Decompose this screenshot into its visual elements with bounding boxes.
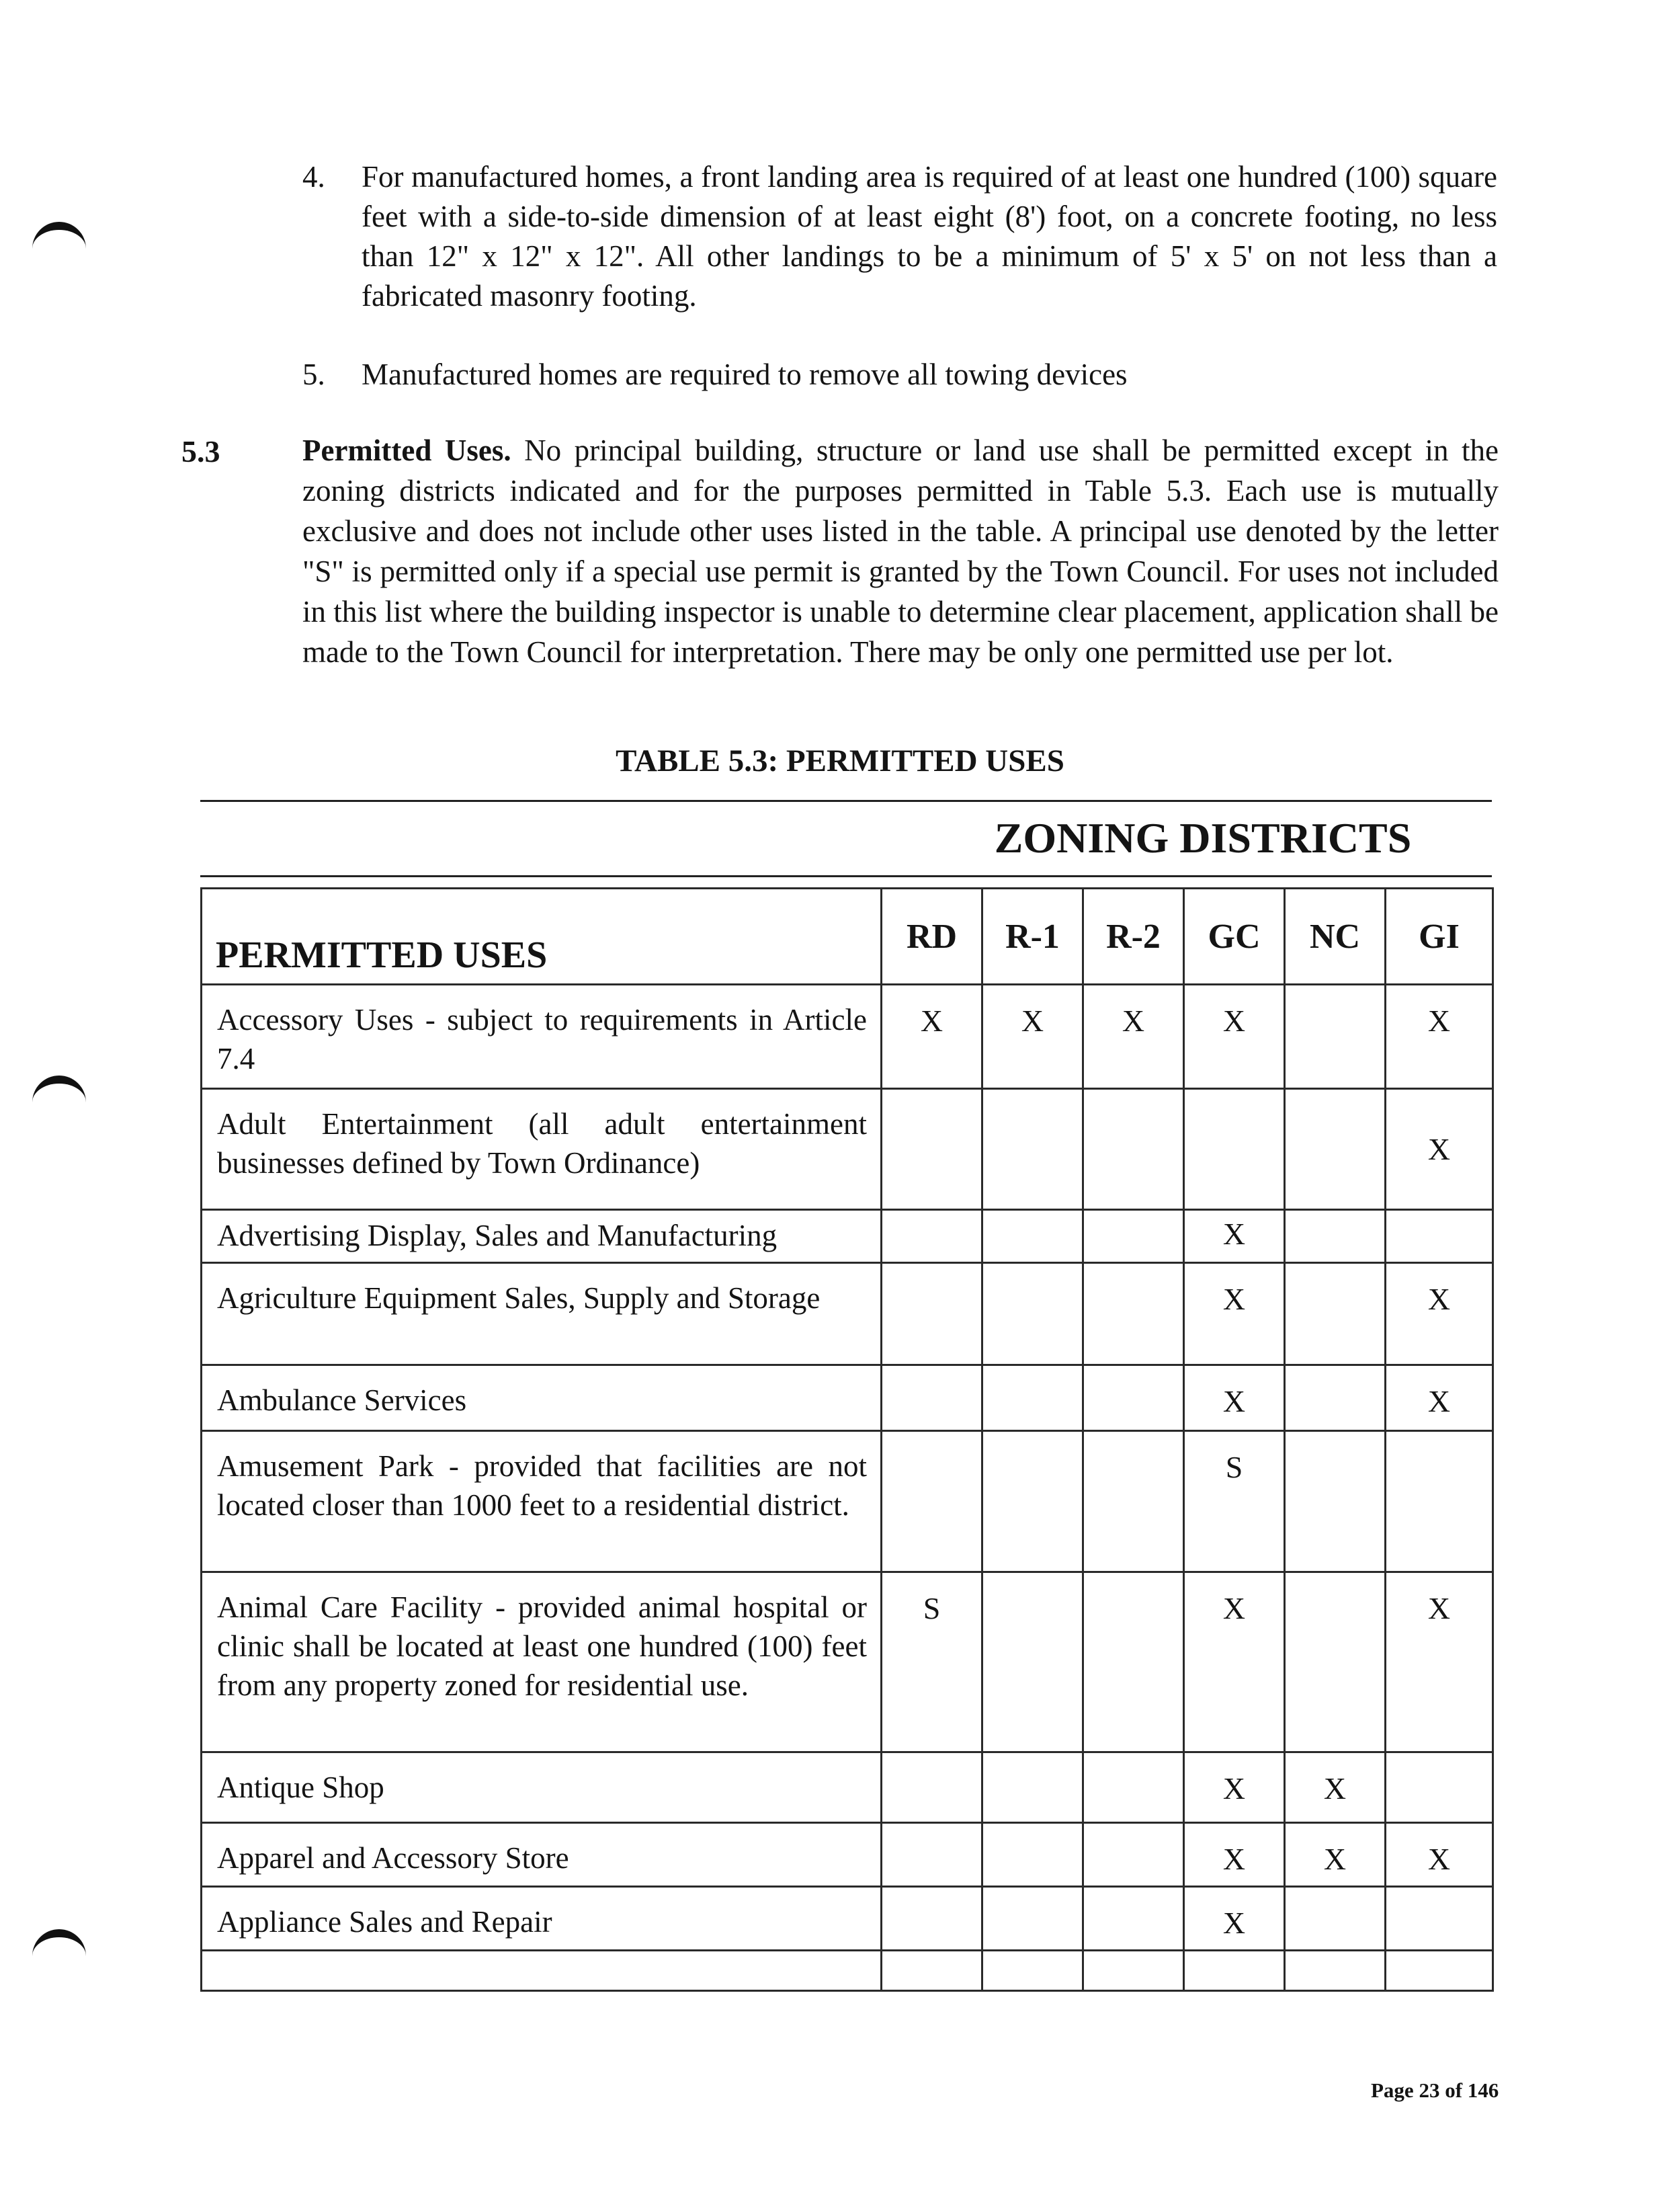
- district-header-gi: GI: [1386, 889, 1493, 985]
- use-name: Animal Care Facility - provided animal hospital or clinic shall be located at least one hundred (100) feet from any property zoned for residential use.: [202, 1572, 882, 1752]
- district-mark: [982, 1263, 1083, 1365]
- district-mark: [882, 1431, 982, 1572]
- blank-cell: [1083, 1951, 1184, 1991]
- use-name: Amusement Park - provided that facilities are not located closer than 1000 feet to a residential district.: [202, 1431, 882, 1572]
- district-mark: [982, 1365, 1083, 1431]
- district-mark: X: [1083, 985, 1184, 1089]
- blank-cell: [982, 1951, 1083, 1991]
- district-header-rd: RD: [882, 889, 982, 985]
- table-row: [202, 1210, 1493, 1263]
- district-mark: [1386, 1752, 1493, 1823]
- section-paragraph: [302, 430, 1499, 672]
- list-item-text: For manufactured homes, a front landing area is required of at least one hundred (100) square feet with a side-to-side dimension of at least eight (8') foot, on a concrete footing, no less than 12" x 12" x 12". All other landings to be a minimum of 5' x 5' on not less than a fabricated masonry footing.: [362, 160, 1497, 313]
- district-mark: X: [1386, 1263, 1493, 1365]
- use-name: Ambulance Services: [202, 1365, 882, 1431]
- blank-cell: [1184, 1951, 1285, 1991]
- district-mark: [982, 1823, 1083, 1887]
- district-mark: [1083, 1365, 1184, 1431]
- table-row-blank: [202, 1951, 1493, 1991]
- district-mark: X: [1386, 1365, 1493, 1431]
- table-row: [202, 1365, 1493, 1431]
- district-mark: [1285, 1887, 1386, 1951]
- list-item-number: 5.: [302, 358, 325, 391]
- district-mark: S: [882, 1572, 982, 1752]
- district-mark: X: [1386, 1089, 1493, 1210]
- district-mark: [1083, 1823, 1184, 1887]
- district-mark: X: [982, 985, 1083, 1089]
- use-name: Adult Entertainment (all adult entertainment businesses defined by Town Ordinance): [202, 1089, 882, 1210]
- district-mark: [982, 1089, 1083, 1210]
- district-mark: [1285, 985, 1386, 1089]
- use-name: Apparel and Accessory Store: [202, 1823, 882, 1887]
- district-mark: [1083, 1210, 1184, 1263]
- district-mark: [1083, 1263, 1184, 1365]
- table-row: [202, 1431, 1493, 1572]
- table-header-row: [202, 889, 1493, 985]
- district-mark: X: [1184, 1752, 1285, 1823]
- district-mark: [1083, 1431, 1184, 1572]
- list-item-text: Manufactured homes are required to remove all towing devices: [362, 358, 1128, 391]
- section-number: 5.3: [181, 434, 220, 469]
- district-mark: X: [1386, 985, 1493, 1089]
- table-row: [202, 1089, 1493, 1210]
- blank-cell: [202, 1951, 882, 1991]
- district-mark: [882, 1210, 982, 1263]
- use-name: Agriculture Equipment Sales, Supply and Storage: [202, 1263, 882, 1365]
- district-mark: X: [1386, 1823, 1493, 1887]
- district-mark: X: [1184, 1823, 1285, 1887]
- section-text: No principal building, structure or land use shall be permitted except in the zoning districts indicated and for the purposes permitted in Table 5.3. Each use is mutually exclusive and does not include other uses listed in the table. A principal use denoted by the letter "S" is permitted only if a special use permit is granted by the Town Council. For uses not included in this list where the building inspector is unable to determine clear placement, application shall be made to the Town Council for interpretation. There may be only one permitted use per lot.: [302, 434, 1499, 669]
- blank-cell: [1285, 1951, 1386, 1991]
- use-name: Accessory Uses - subject to requirements in Article 7.4: [202, 985, 882, 1089]
- use-name: Antique Shop: [202, 1752, 882, 1823]
- binder-punch-mark-top: [32, 222, 86, 249]
- binder-punch-mark-middle: [32, 1076, 86, 1102]
- district-mark: [882, 1263, 982, 1365]
- district-mark: [982, 1431, 1083, 1572]
- district-mark: X: [1184, 1263, 1285, 1365]
- table-row: [202, 1572, 1493, 1752]
- district-mark: X: [1285, 1752, 1386, 1823]
- district-mark: [1386, 1431, 1493, 1572]
- district-mark: [882, 1887, 982, 1951]
- table-top-rule: [200, 800, 1492, 802]
- district-mark: X: [1184, 1887, 1285, 1951]
- district-mark: X: [1386, 1572, 1493, 1752]
- district-mark: [882, 1089, 982, 1210]
- district-mark: [1386, 1887, 1493, 1951]
- district-mark: S: [1184, 1431, 1285, 1572]
- section-heading: Permitted Uses.: [302, 434, 511, 467]
- district-mark: [1083, 1089, 1184, 1210]
- binder-punch-mark-bottom: [32, 1929, 86, 1956]
- district-mark: [1285, 1263, 1386, 1365]
- district-mark: [982, 1210, 1083, 1263]
- list-item-number: 4.: [302, 160, 325, 194]
- use-name: Appliance Sales and Repair: [202, 1887, 882, 1951]
- district-mark: [882, 1823, 982, 1887]
- blank-cell: [882, 1951, 982, 1991]
- district-mark: X: [882, 985, 982, 1089]
- page-number: Page 23 of 146: [1371, 2078, 1499, 2102]
- zoning-districts-header: ZONING DISTRICTS: [994, 814, 1412, 862]
- district-mark: [1184, 1089, 1285, 1210]
- permitted-uses-table: [200, 887, 1494, 1992]
- blank-cell: [1386, 1951, 1493, 1991]
- district-mark: [1083, 1887, 1184, 1951]
- district-mark: [1386, 1210, 1493, 1263]
- table-title: TABLE 5.3: PERMITTED USES: [616, 743, 1064, 778]
- use-name: Advertising Display, Sales and Manufacturing: [202, 1210, 882, 1263]
- district-header-r2: R-2: [1083, 889, 1184, 985]
- district-mark: [1285, 1572, 1386, 1752]
- district-mark: [1285, 1089, 1386, 1210]
- district-mark: [982, 1572, 1083, 1752]
- table-row: [202, 1752, 1493, 1823]
- district-mark: [1083, 1752, 1184, 1823]
- district-header-gc: GC: [1184, 889, 1285, 985]
- district-mark: [982, 1752, 1083, 1823]
- district-mark: [1285, 1365, 1386, 1431]
- district-mark: [982, 1887, 1083, 1951]
- district-mark: X: [1184, 1210, 1285, 1263]
- district-header-nc: NC: [1285, 889, 1386, 985]
- district-mark: [882, 1365, 982, 1431]
- district-mark: X: [1184, 1365, 1285, 1431]
- district-header-r1: R-1: [982, 889, 1083, 985]
- header-double-rule-upper: [200, 875, 1492, 877]
- district-mark: [1285, 1210, 1386, 1263]
- permitted-uses-header: PERMITTED USES: [202, 889, 882, 985]
- district-mark: X: [1184, 985, 1285, 1089]
- district-mark: X: [1184, 1572, 1285, 1752]
- district-mark: X: [1285, 1823, 1386, 1887]
- district-mark: [882, 1752, 982, 1823]
- table-row: [202, 1887, 1493, 1951]
- district-mark: [1083, 1572, 1184, 1752]
- table-row: [202, 985, 1493, 1089]
- district-mark: [1285, 1431, 1386, 1572]
- table-row: [202, 1823, 1493, 1887]
- table-row: [202, 1263, 1493, 1365]
